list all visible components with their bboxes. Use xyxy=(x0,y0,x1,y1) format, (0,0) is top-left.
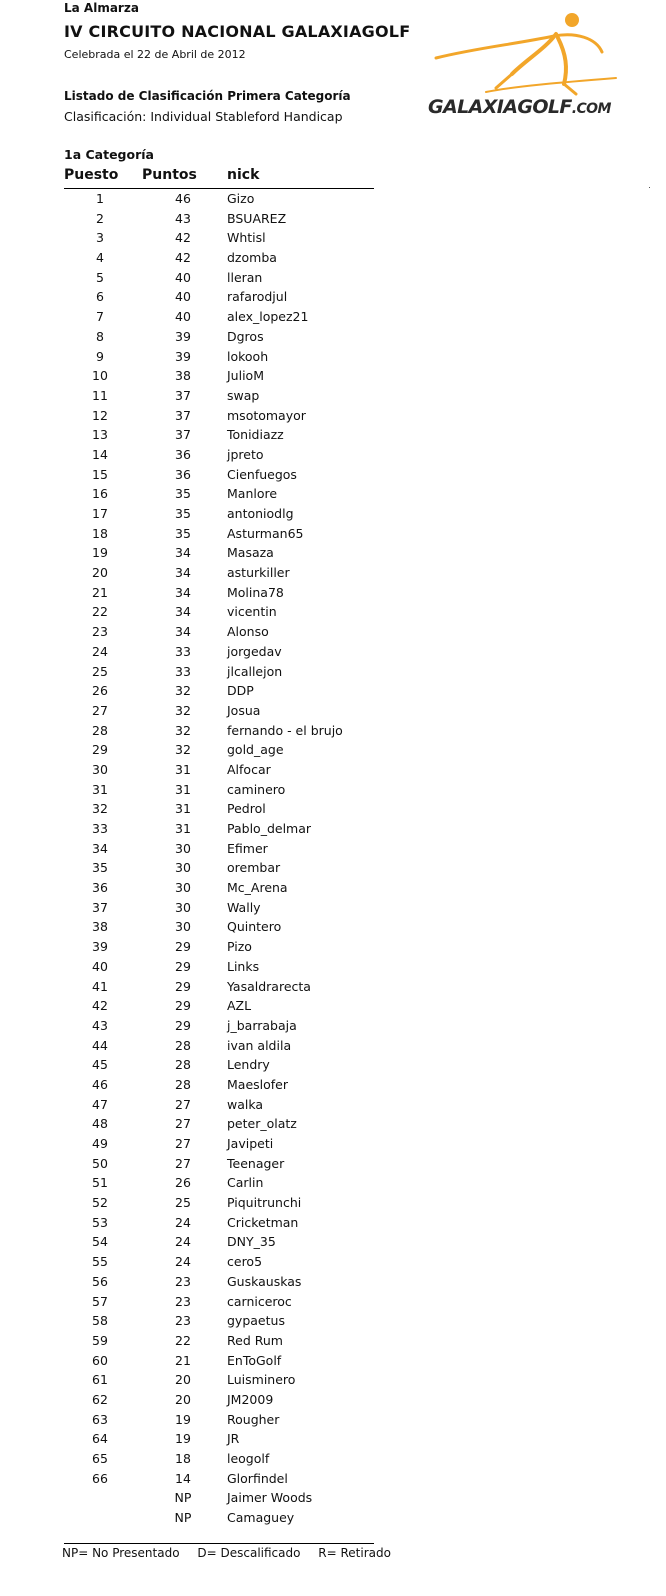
table-row xyxy=(64,1252,374,1272)
row-points: 35 xyxy=(175,506,191,521)
row-position: 50 xyxy=(92,1155,108,1171)
row-position: 32 xyxy=(92,801,108,817)
row-position: 62 xyxy=(92,1391,108,1407)
row-position: 37 xyxy=(92,899,108,915)
row-nick: Glorfindel xyxy=(227,1470,288,1486)
row-position: 8 xyxy=(96,328,104,344)
row-nick: Pedrol xyxy=(227,801,266,817)
row-points: 19 xyxy=(175,1411,191,1427)
row-points: 34 xyxy=(175,624,191,640)
table-row xyxy=(64,662,374,682)
row-position: 23 xyxy=(92,624,108,640)
row-points: 30 xyxy=(175,919,191,935)
footer-divider xyxy=(64,1543,374,1544)
row-nick: Maeslofer xyxy=(227,1076,288,1092)
row-position: 57 xyxy=(92,1293,108,1309)
table-row xyxy=(64,760,374,780)
event-title: IV CIRCUITO NACIONAL GALAXIAGOLF xyxy=(64,22,411,41)
row-position: 65 xyxy=(92,1451,108,1466)
row-position: 56 xyxy=(92,1273,108,1289)
row-points: 18 xyxy=(175,1451,191,1466)
table-row xyxy=(64,799,374,819)
row-position: 12 xyxy=(92,407,108,423)
row-nick: Cienfuegos xyxy=(227,466,297,482)
row-points: 33 xyxy=(175,643,191,659)
row-nick: carniceroc xyxy=(227,1293,292,1309)
row-position: 1 xyxy=(96,191,104,206)
row-points: 40 xyxy=(175,269,191,285)
row-points: 24 xyxy=(175,1254,191,1270)
row-nick: caminero xyxy=(227,781,286,797)
table-row xyxy=(64,839,374,859)
row-nick: DDP xyxy=(227,683,254,699)
row-points: 31 xyxy=(175,801,191,817)
row-points: 28 xyxy=(175,1057,191,1073)
table-row xyxy=(64,1469,374,1489)
table-row xyxy=(64,386,374,406)
table-row xyxy=(64,189,374,209)
row-position: 47 xyxy=(92,1096,108,1112)
table-row xyxy=(64,1429,374,1449)
table-row xyxy=(64,1055,374,1075)
row-nick: Luisminero xyxy=(227,1372,296,1388)
table-row xyxy=(64,1331,374,1351)
table-row xyxy=(64,307,374,327)
row-position: 10 xyxy=(92,368,108,384)
row-nick: Pablo_delmar xyxy=(227,821,312,836)
table-row xyxy=(64,977,374,997)
row-nick: orembar xyxy=(227,860,281,876)
table-row xyxy=(64,602,374,622)
row-points: 34 xyxy=(175,584,191,600)
row-position: 4 xyxy=(96,250,104,266)
table-row xyxy=(64,228,374,248)
row-position: 53 xyxy=(92,1214,108,1230)
row-points: NP xyxy=(174,1490,192,1506)
table-row xyxy=(64,524,374,544)
row-points: 34 xyxy=(175,565,191,581)
row-nick: Quintero xyxy=(227,919,282,935)
row-nick: cero5 xyxy=(227,1254,263,1270)
row-points: 46 xyxy=(175,191,191,206)
row-nick: peter_olatz xyxy=(227,1116,297,1132)
row-points: 19 xyxy=(175,1431,191,1447)
row-nick: Josua xyxy=(227,702,261,718)
row-position: 38 xyxy=(92,919,108,935)
row-position: 48 xyxy=(92,1116,108,1132)
table-row xyxy=(64,425,374,445)
row-nick: Carlin xyxy=(227,1175,264,1191)
row-points: 32 xyxy=(175,742,191,758)
table-row xyxy=(64,1114,374,1134)
row-position: 27 xyxy=(92,702,108,718)
row-points: 35 xyxy=(175,486,191,502)
row-points: 34 xyxy=(175,545,191,561)
row-nick: Rougher xyxy=(227,1411,280,1427)
row-points: 28 xyxy=(175,1076,191,1092)
table-row xyxy=(64,268,374,288)
row-position: 64 xyxy=(92,1431,108,1447)
row-nick: Wally xyxy=(227,899,261,915)
table-row xyxy=(64,898,374,918)
table-row xyxy=(64,740,374,760)
row-nick: Links xyxy=(227,958,260,974)
logo-text-main: GALAXIAGOLF xyxy=(428,96,572,118)
row-position: 39 xyxy=(92,939,108,955)
row-position: 6 xyxy=(96,289,104,305)
row-nick: asturkiller xyxy=(227,565,290,581)
table-row xyxy=(64,1193,374,1213)
row-position: 28 xyxy=(92,722,108,738)
row-points: 37 xyxy=(175,427,191,443)
row-points: 40 xyxy=(175,309,191,325)
row-position: 19 xyxy=(92,545,108,561)
row-nick: JM2009 xyxy=(227,1391,274,1407)
row-nick: Asturman65 xyxy=(227,525,304,541)
column-header-puesto: Puesto xyxy=(64,167,119,183)
row-points: 37 xyxy=(175,407,191,423)
row-nick: Teenager xyxy=(227,1155,285,1171)
row-points: 30 xyxy=(175,840,191,856)
table-row xyxy=(64,287,374,307)
table-row xyxy=(64,937,374,957)
row-nick: Alonso xyxy=(227,624,269,640)
table-body xyxy=(64,189,374,1528)
row-position: 24 xyxy=(92,643,108,659)
row-points: 29 xyxy=(175,998,191,1014)
row-nick: Guskauskas xyxy=(227,1273,302,1289)
row-nick: gypaetus xyxy=(227,1313,285,1329)
standings-table xyxy=(64,166,374,1528)
row-points: 39 xyxy=(175,348,191,364)
row-points: 21 xyxy=(175,1352,191,1368)
row-points: 35 xyxy=(175,525,191,541)
table-row xyxy=(64,681,374,701)
row-position: 55 xyxy=(92,1254,108,1270)
row-points: 23 xyxy=(175,1313,191,1329)
row-position: 29 xyxy=(92,742,108,758)
row-points: 29 xyxy=(175,939,191,955)
table-row xyxy=(64,1075,374,1095)
row-points: 23 xyxy=(175,1293,191,1309)
row-position: 34 xyxy=(92,840,108,856)
row-points: 37 xyxy=(175,387,191,403)
row-nick: Red Rum xyxy=(227,1332,283,1348)
row-position: 18 xyxy=(92,525,108,541)
golfer-swing-icon xyxy=(426,8,626,100)
row-points: 20 xyxy=(175,1372,191,1388)
row-position: 13 xyxy=(92,427,108,443)
table-row xyxy=(64,1154,374,1174)
row-position: 17 xyxy=(92,506,108,521)
row-position: 63 xyxy=(92,1411,108,1427)
row-position: 31 xyxy=(92,781,108,797)
row-points: 36 xyxy=(175,466,191,482)
row-nick: fernando - el brujo xyxy=(227,722,343,738)
row-nick: BSUAREZ xyxy=(227,210,287,226)
table-row xyxy=(64,1134,374,1154)
row-points: 14 xyxy=(175,1470,191,1486)
row-position: 5 xyxy=(96,269,104,285)
row-points: 26 xyxy=(175,1175,191,1191)
row-nick: Tonidiazz xyxy=(227,427,284,443)
logo-text-suffix: .COM xyxy=(571,101,611,117)
row-nick: lleran xyxy=(227,269,263,285)
row-position: 2 xyxy=(96,210,104,226)
table-row xyxy=(64,878,374,898)
row-nick: EnToGolf xyxy=(227,1352,282,1368)
row-position: 21 xyxy=(92,584,108,600)
legend-d: D= Descalificado xyxy=(197,1546,301,1560)
row-position: 58 xyxy=(92,1313,108,1329)
row-position: 61 xyxy=(92,1372,108,1388)
row-nick: JR xyxy=(227,1431,240,1447)
row-position: 9 xyxy=(96,348,104,364)
row-nick: Lendry xyxy=(227,1057,270,1073)
row-points: NP xyxy=(174,1510,192,1526)
table-row xyxy=(64,1390,374,1410)
table-row xyxy=(64,1410,374,1430)
event-date: Celebrada el 22 de Abril de 2012 xyxy=(64,48,246,61)
table-row xyxy=(64,1036,374,1056)
row-position: 20 xyxy=(92,565,108,581)
table-row xyxy=(64,543,374,563)
legend-np: NP= No Presentado xyxy=(62,1546,180,1560)
table-row xyxy=(64,563,374,583)
row-points: 33 xyxy=(175,663,191,679)
table-row xyxy=(64,780,374,800)
table-row xyxy=(64,209,374,229)
table-row xyxy=(64,1095,374,1115)
row-nick: gold_age xyxy=(227,742,284,758)
row-position: 11 xyxy=(92,387,108,403)
table-row xyxy=(64,1272,374,1292)
row-position: 26 xyxy=(92,683,108,699)
row-points: 22 xyxy=(175,1332,191,1348)
row-points: 23 xyxy=(175,1273,191,1289)
row-nick: Dgros xyxy=(227,328,264,344)
row-points: 31 xyxy=(175,761,191,777)
row-position: 35 xyxy=(92,860,108,876)
row-points: 20 xyxy=(175,1391,191,1407)
table-row xyxy=(64,1173,374,1193)
row-nick: Yasaldrarecta xyxy=(227,978,311,994)
row-nick: JulioM xyxy=(227,368,264,384)
row-nick: rafarodjul xyxy=(227,289,288,305)
table-row xyxy=(64,1449,374,1469)
row-points: 27 xyxy=(175,1096,191,1112)
row-position: 51 xyxy=(92,1175,108,1191)
table-row xyxy=(64,1311,374,1331)
legend-r: R= Retirado xyxy=(318,1546,391,1560)
row-points: 24 xyxy=(175,1214,191,1230)
row-nick: walka xyxy=(227,1096,264,1112)
row-nick: dzomba xyxy=(227,250,277,266)
row-points: 27 xyxy=(175,1136,191,1151)
row-nick: Efimer xyxy=(227,840,268,856)
table-row xyxy=(64,721,374,741)
row-position: 15 xyxy=(92,466,108,482)
table-row xyxy=(64,583,374,603)
row-nick: DNY_35 xyxy=(227,1234,276,1250)
venue-label: La Almarza xyxy=(64,1,139,15)
row-points: 30 xyxy=(175,860,191,876)
row-points: 42 xyxy=(175,250,191,266)
table-row xyxy=(64,819,374,839)
row-nick: Alfocar xyxy=(227,761,271,777)
table-row xyxy=(64,1016,374,1036)
table-row xyxy=(64,1232,374,1252)
table-row xyxy=(64,1351,374,1371)
table-row xyxy=(64,957,374,977)
row-nick: Masaza xyxy=(227,545,274,561)
row-position: 41 xyxy=(92,978,108,994)
table-row xyxy=(64,642,374,662)
row-nick: jpreto xyxy=(227,446,264,462)
row-points: 43 xyxy=(175,210,191,226)
row-points: 30 xyxy=(175,899,191,915)
row-position: 49 xyxy=(92,1136,108,1151)
row-points: 28 xyxy=(175,1037,191,1053)
table-row xyxy=(64,504,374,524)
table-header xyxy=(64,166,374,189)
row-points: 42 xyxy=(175,230,191,246)
row-position: 60 xyxy=(92,1352,108,1368)
table-row xyxy=(64,917,374,937)
row-points: 39 xyxy=(175,328,191,344)
column-header-nick: nick xyxy=(227,167,260,183)
row-nick: Molina78 xyxy=(227,584,284,600)
row-points: 31 xyxy=(175,781,191,797)
row-position: 66 xyxy=(92,1470,108,1486)
table-row xyxy=(64,366,374,386)
row-points: 40 xyxy=(175,289,191,305)
listing-title: Listado de Clasificación Primera Categoría xyxy=(64,89,351,103)
row-nick: msotomayor xyxy=(227,407,306,423)
row-nick: Cricketman xyxy=(227,1214,299,1230)
row-nick: j_barrabaja xyxy=(227,1017,297,1033)
row-nick: Mc_Arena xyxy=(227,880,288,896)
row-position: 36 xyxy=(92,880,108,896)
row-points: 25 xyxy=(175,1195,191,1211)
row-points: 31 xyxy=(175,821,191,836)
row-nick: antoniodlg xyxy=(227,506,294,521)
galaxiagolf-logo xyxy=(426,8,626,124)
row-position: 14 xyxy=(92,446,108,462)
row-nick: Jaimer Woods xyxy=(227,1490,313,1506)
table-row xyxy=(64,1370,374,1390)
classification-type: Clasificación: Individual Stableford Handicap xyxy=(64,109,343,124)
row-points: 24 xyxy=(175,1234,191,1250)
row-nick: swap xyxy=(227,387,260,403)
row-nick: jorgedav xyxy=(227,643,282,659)
row-position: 52 xyxy=(92,1195,108,1211)
row-nick: Camaguey xyxy=(227,1510,295,1526)
edge-dot xyxy=(649,187,650,188)
table-row xyxy=(64,1213,374,1233)
table-row xyxy=(64,996,374,1016)
table-row xyxy=(64,484,374,504)
row-nick: ivan aldila xyxy=(227,1037,292,1053)
row-points: 29 xyxy=(175,978,191,994)
row-points: 34 xyxy=(175,604,191,620)
row-nick: Gizo xyxy=(227,191,255,206)
row-nick: Whtisl xyxy=(227,230,266,246)
row-points: 27 xyxy=(175,1116,191,1132)
table-row xyxy=(64,701,374,721)
row-nick: AZL xyxy=(227,998,252,1014)
row-position: 33 xyxy=(92,821,108,836)
row-position: 16 xyxy=(92,486,108,502)
row-nick: alex_lopez21 xyxy=(227,309,309,325)
row-nick: Piquitrunchi xyxy=(227,1195,302,1211)
row-position: 54 xyxy=(92,1234,108,1250)
row-nick: vicentin xyxy=(227,604,277,620)
row-points: 27 xyxy=(175,1155,191,1171)
row-nick: jlcallejon xyxy=(227,663,283,679)
table-row xyxy=(64,465,374,485)
table-row xyxy=(64,445,374,465)
row-position: 3 xyxy=(96,230,104,246)
row-position: 30 xyxy=(92,761,108,777)
row-points: 32 xyxy=(175,683,191,699)
legend xyxy=(62,1546,405,1560)
row-position: 59 xyxy=(92,1332,108,1348)
row-nick: Javipeti xyxy=(227,1136,274,1151)
row-nick: Pizo xyxy=(227,939,252,955)
table-row xyxy=(64,347,374,367)
row-nick: Manlore xyxy=(227,486,278,502)
row-points: 38 xyxy=(175,368,191,384)
table-row xyxy=(64,248,374,268)
table-row xyxy=(64,406,374,426)
table-row xyxy=(64,622,374,642)
row-position: 7 xyxy=(96,309,104,325)
table-row xyxy=(64,327,374,347)
table-row xyxy=(64,1292,374,1312)
row-points: 32 xyxy=(175,702,191,718)
row-position: 44 xyxy=(92,1037,108,1053)
row-position: 22 xyxy=(92,604,108,620)
row-points: 32 xyxy=(175,722,191,738)
category-heading: 1a Categoría xyxy=(64,147,154,162)
column-header-puntos: Puntos xyxy=(142,167,197,183)
row-points: 30 xyxy=(175,880,191,896)
row-position: 46 xyxy=(92,1076,108,1092)
row-points: 29 xyxy=(175,1017,191,1033)
row-position: 45 xyxy=(92,1057,108,1073)
row-position: 42 xyxy=(92,998,108,1014)
row-position: 43 xyxy=(92,1017,108,1033)
table-row xyxy=(64,1508,374,1528)
table-row xyxy=(64,1488,374,1508)
row-nick: lokooh xyxy=(227,348,269,364)
row-position: 40 xyxy=(92,958,108,974)
row-points: 29 xyxy=(175,958,191,974)
table-row xyxy=(64,858,374,878)
row-nick: leogolf xyxy=(227,1451,270,1466)
row-points: 36 xyxy=(175,446,191,462)
row-position: 25 xyxy=(92,663,108,679)
